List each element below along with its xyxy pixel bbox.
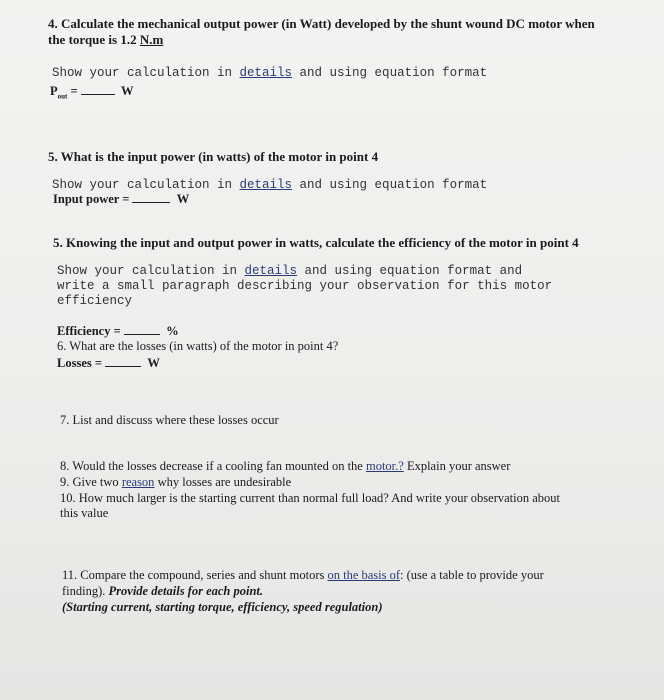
q5b-instruction <box>57 264 597 309</box>
q5b-title: 5. Knowing the input and output power in watts, calculate the efficiency of the motor in point 4 <box>53 235 579 250</box>
q4-instr-details: details <box>239 66 293 80</box>
q4-answer-equals: = <box>67 84 81 98</box>
q4-title-line1: 4. Calculate the mechanical output power (in Watt) developed by the shunt wound DC motor when <box>48 16 595 31</box>
q5b-instr-line2: write a small paragraph describing your observation for this motor <box>57 279 553 293</box>
q9-reason-word: reason <box>121 475 155 489</box>
q9-text-a: 9. Give two <box>60 475 122 489</box>
q6-answer-label: Losses = <box>57 356 106 370</box>
q5b-instr-details: details <box>244 264 298 278</box>
q5a-instr-text-a: Show your calculation in <box>52 178 240 192</box>
q8-motor-link: motor.? <box>365 459 404 473</box>
q4-title-line2: the torque is 1.2 <box>48 32 140 47</box>
q5b-answer-label: Efficiency = <box>57 324 124 338</box>
q10-line2: this value <box>60 506 109 520</box>
q11-text-b: : (use a table to provide your <box>400 568 544 582</box>
q5a-instr-details: details <box>239 178 293 192</box>
q4-answer-unit: W <box>121 84 134 98</box>
q5b-answer-unit: % <box>166 324 179 338</box>
q5a-answer-label: Input power = <box>53 192 133 206</box>
q4-answer-subscript: out <box>57 92 68 101</box>
q6-answer-blank[interactable] <box>105 356 141 367</box>
q7-title: 7. List and discuss where these losses occur <box>60 413 279 427</box>
q5b-answer <box>57 324 179 339</box>
q8-title <box>60 459 510 474</box>
q4-instr-text-a: Show your calculation in <box>52 66 240 80</box>
q5a-title: 5. What is the input power (in watts) of the motor in point 4 <box>48 149 379 164</box>
q4-instr-text-b: and using equation format <box>292 66 488 80</box>
q10-title <box>60 491 620 521</box>
q4-instruction <box>52 66 592 81</box>
q8-text-a: 8. Would the losses decrease if a cooling fan mounted on the <box>60 459 366 473</box>
q8-text-b: Explain your answer <box>403 459 511 473</box>
q9-text-b: why losses are undesirable <box>154 475 292 489</box>
q4-title <box>48 16 608 48</box>
q4-answer-blank[interactable] <box>81 84 115 95</box>
q9-title <box>60 475 291 490</box>
q5a-instruction <box>52 178 592 193</box>
q10-line1: 10. How much larger is the starting current than normal full load? And write your observation about <box>60 491 560 505</box>
q6-answer-unit: W <box>147 356 160 370</box>
q5a-answer-unit: W <box>176 192 190 206</box>
q5b-instr-text-b: and using equation format and <box>297 264 523 278</box>
q5a-instr-text-b: and using equation format <box>292 178 488 192</box>
q11-line2-a: finding). <box>62 584 109 598</box>
q4-answer-label: P <box>50 84 58 98</box>
q4-answer <box>50 84 134 101</box>
q6-title: 6. What are the losses (in watts) of the motor in point 4? <box>57 339 339 353</box>
q11-criteria-list: (Starting current, starting torque, efficiency, speed regulation) <box>62 600 383 614</box>
q5b-instr-text-a: Show your calculation in <box>57 264 245 278</box>
q6-answer <box>57 356 160 371</box>
q11-line2-emphasis: Provide details for each point. <box>108 584 264 598</box>
q5b-instr-line3: efficiency <box>57 294 133 308</box>
q11-basis-phrase: on the basis of <box>327 568 401 582</box>
q4-torque-unit: N.m <box>139 32 164 47</box>
q11-title <box>62 567 622 615</box>
q5a-answer <box>53 192 189 207</box>
q5b-answer-blank[interactable] <box>124 324 160 335</box>
q11-text-a: 11. Compare the compound, series and shunt motors <box>62 568 328 582</box>
q5a-answer-blank[interactable] <box>132 192 170 203</box>
